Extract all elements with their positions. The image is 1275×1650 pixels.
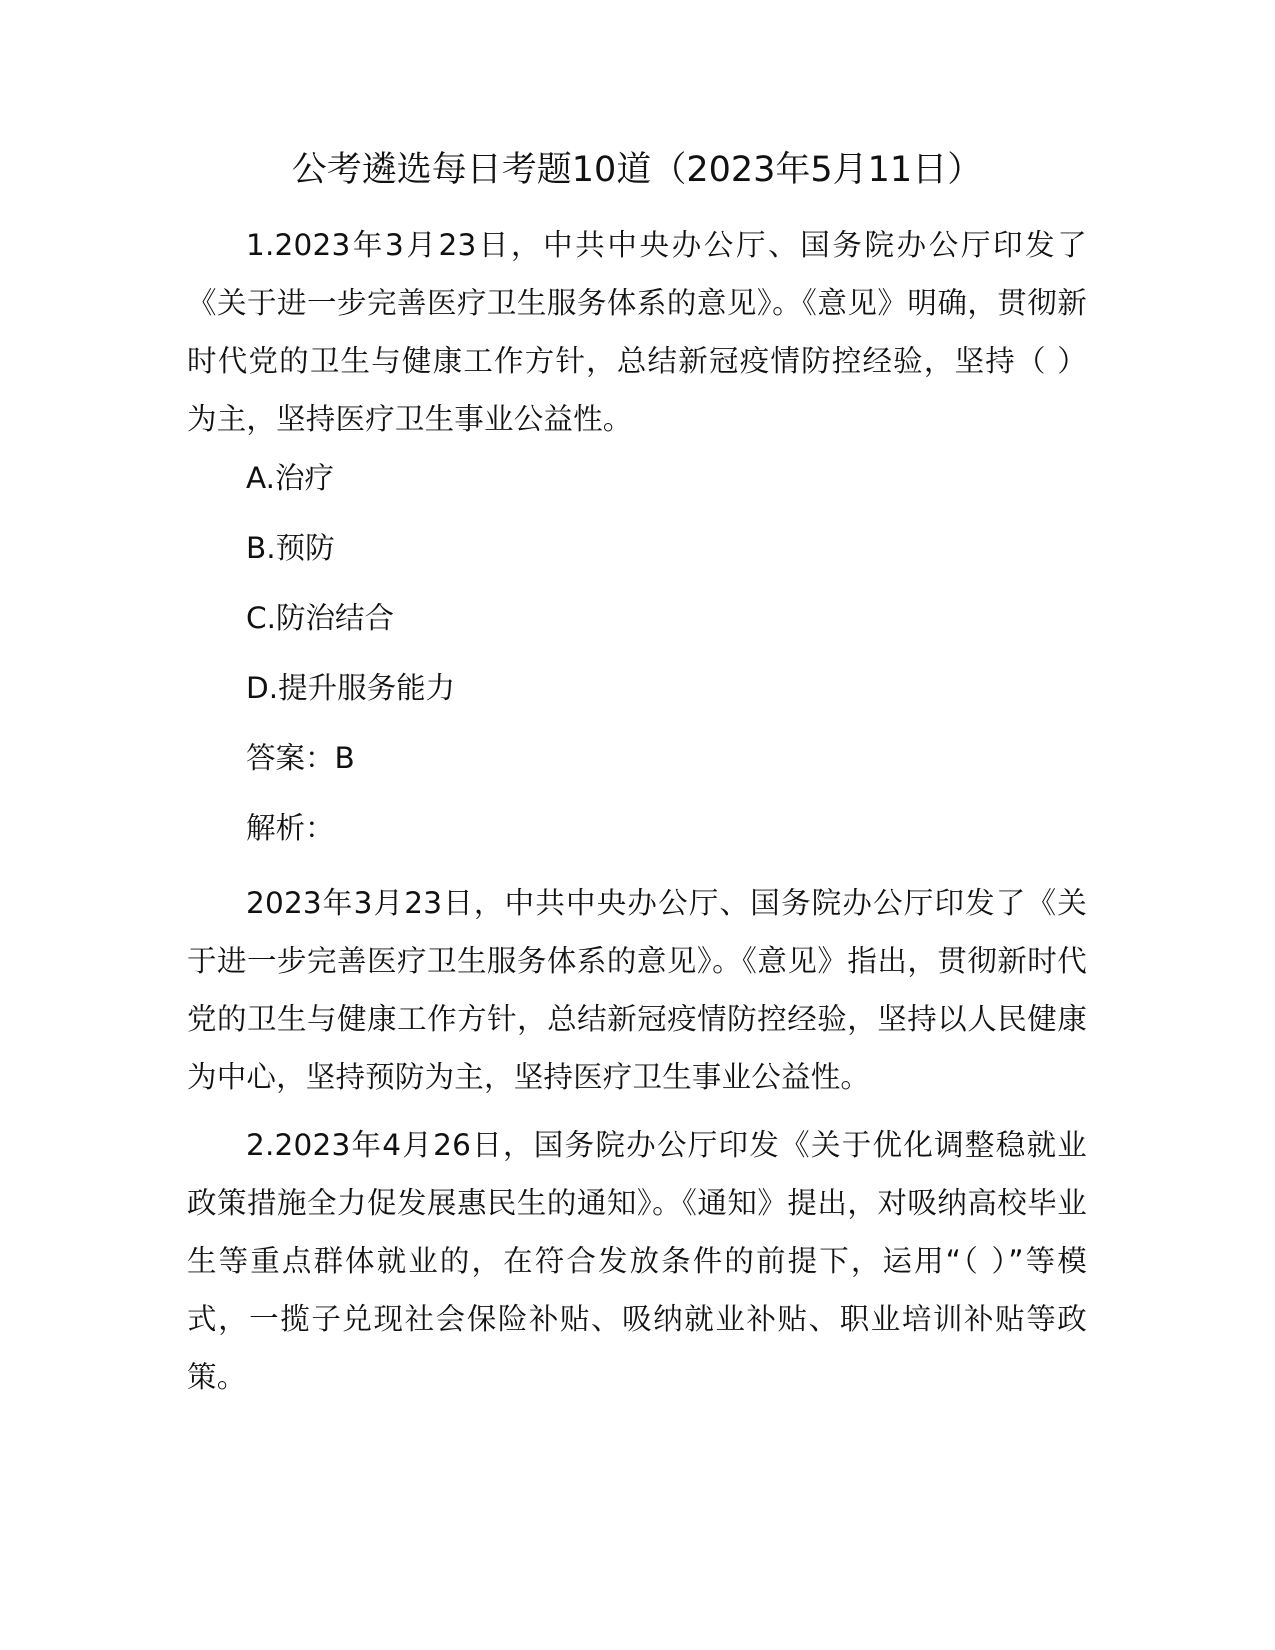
analysis-text: 2023年3月23日，中共中央办公厅、国务院办公厅印发了《关于进一步完善医疗卫生服务体系的意见》。《意见》指出，贯彻新时代党的卫生与健康工作方针，总结新冠疫情防控经验，坚持以人民健康为中心，坚持预防为主，坚持医疗卫生事业公益性。	[187, 886, 1087, 1094]
document-body	[187, 150, 1087, 1416]
option-c: C.防治结合	[246, 601, 394, 635]
option-a: A.治疗	[246, 461, 335, 495]
analysis-label: 解析：	[246, 811, 335, 845]
question-2-stem: 2.2023年4月26日，国务院办公厅印发《关于优化调整稳就业政策措施全力促发展惠民生的通知》。《通知》提出，对吸纳高校毕业生等重点群体就业的，在符合发放条件的前提下，运用“（ ）”等模式，一揽子兑现社会保险补贴、吸纳就业补贴、职业培训补贴等政策。	[187, 1128, 1087, 1394]
option-b: B.预防	[246, 531, 335, 565]
question-1-stem: 1.2023年3月23日，中共中央办公厅、国务院办公厅印发了《关于进一步完善医疗卫生服务体系的意见》。《意见》明确，贯彻新时代党的卫生与健康工作方针，总结新冠疫情防控经验，坚持（ ）为主，坚持医疗卫生事业公益性。	[187, 228, 1087, 436]
option-d: D.提升服务能力	[246, 671, 456, 705]
document-title: 公考遴选每日考题10道（2023年5月11日）	[291, 150, 983, 190]
answer-line: 答案：B	[246, 741, 355, 775]
